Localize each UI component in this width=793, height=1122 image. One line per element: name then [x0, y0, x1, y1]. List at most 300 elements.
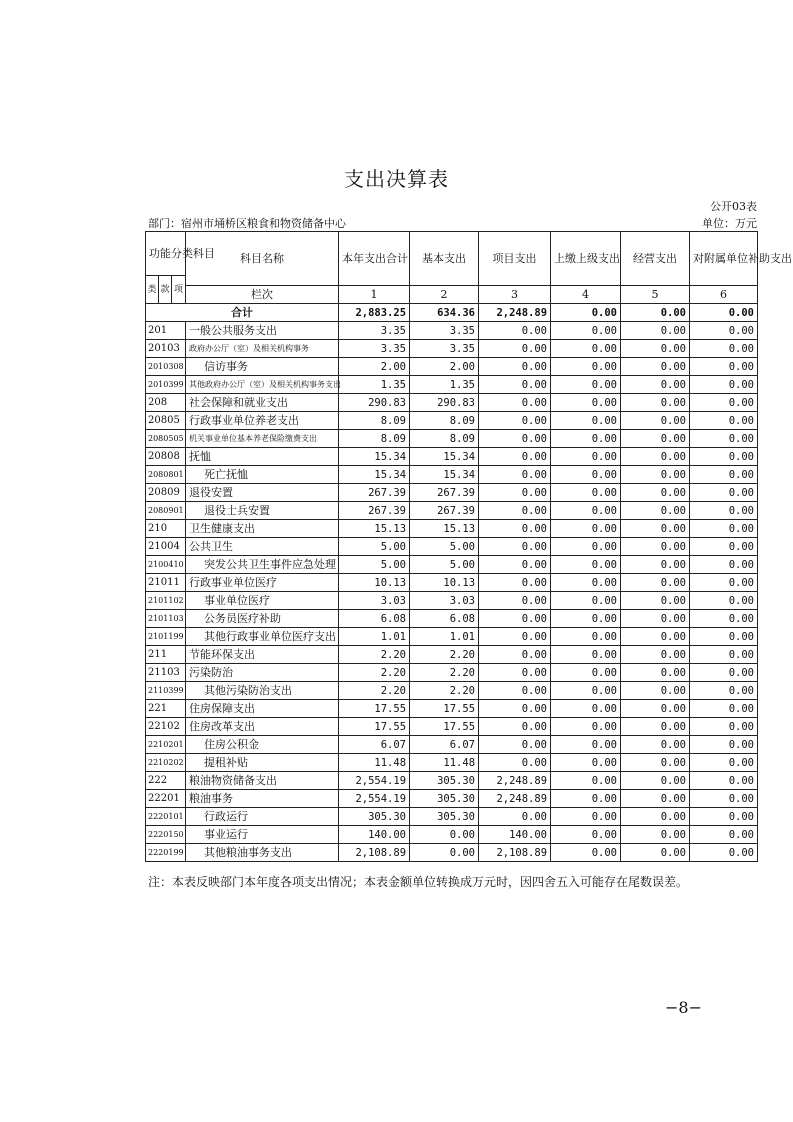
row-value-col3: 2,248.89	[479, 772, 551, 790]
row-code: 210	[146, 520, 186, 538]
row-code: 222	[146, 772, 186, 790]
row-value-col4: 0.00	[551, 790, 621, 808]
row-value-col3: 2,248.89	[479, 790, 551, 808]
row-value-col1: 8.09	[339, 412, 410, 430]
row-value-col5: 0.00	[621, 826, 690, 844]
header-kind: 款	[159, 276, 172, 304]
table-row	[146, 646, 758, 664]
row-value-col6: 0.00	[690, 646, 758, 664]
row-value-col5: 0.00	[621, 466, 690, 484]
row-value-col4: 0.00	[551, 574, 621, 592]
row-code: 2101199	[146, 628, 186, 646]
row-value-col2: 305.30	[410, 808, 479, 826]
row-code: 2100410	[146, 556, 186, 574]
unit-label: 单位：万元	[702, 217, 757, 230]
row-value-col4: 0.00	[551, 772, 621, 790]
row-subject-name: 死亡抚恤	[186, 466, 339, 484]
row-subject-name: 其他污染防治支出	[186, 682, 339, 700]
row-value-col3: 0.00	[479, 484, 551, 502]
row-value-col6: 0.00	[690, 736, 758, 754]
total-col2: 634.36	[410, 304, 479, 322]
table-row	[146, 772, 758, 790]
row-value-col3: 0.00	[479, 664, 551, 682]
row-value-col3: 0.00	[479, 736, 551, 754]
table-row	[146, 394, 758, 412]
total-col4: 0.00	[551, 304, 621, 322]
row-value-col1: 267.39	[339, 502, 410, 520]
row-code: 208	[146, 394, 186, 412]
row-value-col5: 0.00	[621, 592, 690, 610]
row-code: 2210201	[146, 736, 186, 754]
row-code: 21004	[146, 538, 186, 556]
row-value-col1: 2.00	[339, 358, 410, 376]
table-row	[146, 376, 758, 394]
row-subject-name: 政府办公厅（室）及相关机构事务	[186, 340, 339, 358]
row-value-col3: 2,108.89	[479, 844, 551, 862]
row-value-col5: 0.00	[621, 430, 690, 448]
row-value-col3: 140.00	[479, 826, 551, 844]
row-value-col4: 0.00	[551, 340, 621, 358]
row-value-col1: 2,554.19	[339, 772, 410, 790]
row-value-col3: 0.00	[479, 358, 551, 376]
row-value-col2: 3.03	[410, 592, 479, 610]
header-func-class: 功能分类科目	[146, 232, 186, 276]
row-value-col1: 2.20	[339, 682, 410, 700]
row-value-col2: 5.00	[410, 538, 479, 556]
row-value-col2: 3.35	[410, 322, 479, 340]
row-value-col6: 0.00	[690, 700, 758, 718]
row-value-col1: 140.00	[339, 826, 410, 844]
row-subject-name: 行政事业单位医疗	[186, 574, 339, 592]
row-value-col5: 0.00	[621, 790, 690, 808]
header-n5: 5	[621, 286, 690, 304]
row-value-col4: 0.00	[551, 700, 621, 718]
row-value-col1: 6.07	[339, 736, 410, 754]
header-row-no: 栏次	[186, 286, 339, 304]
row-value-col6: 0.00	[690, 628, 758, 646]
row-value-col5: 0.00	[621, 520, 690, 538]
row-value-col1: 11.48	[339, 754, 410, 772]
row-value-col1: 10.13	[339, 574, 410, 592]
row-value-col3: 0.00	[479, 322, 551, 340]
row-value-col1: 3.35	[339, 322, 410, 340]
row-value-col5: 0.00	[621, 610, 690, 628]
row-subject-name: 公务员医疗补助	[186, 610, 339, 628]
form-code: 公开03表	[710, 200, 757, 213]
table-row	[146, 700, 758, 718]
table-row	[146, 844, 758, 862]
row-value-col3: 0.00	[479, 700, 551, 718]
row-value-col2: 5.00	[410, 556, 479, 574]
row-code: 22102	[146, 718, 186, 736]
row-value-col2: 6.07	[410, 736, 479, 754]
row-value-col4: 0.00	[551, 538, 621, 556]
row-value-col4: 0.00	[551, 520, 621, 538]
row-value-col1: 6.08	[339, 610, 410, 628]
row-value-col3: 0.00	[479, 682, 551, 700]
row-value-col2: 1.35	[410, 376, 479, 394]
table-row	[146, 610, 758, 628]
row-value-col1: 2.20	[339, 646, 410, 664]
total-col3: 2,248.89	[479, 304, 551, 322]
row-code: 2220101	[146, 808, 186, 826]
row-value-col2: 8.09	[410, 430, 479, 448]
row-value-col4: 0.00	[551, 592, 621, 610]
row-code: 221	[146, 700, 186, 718]
row-value-col6: 0.00	[690, 466, 758, 484]
row-code: 22201	[146, 790, 186, 808]
row-code: 201	[146, 322, 186, 340]
table-row	[146, 538, 758, 556]
header-n3: 3	[479, 286, 551, 304]
row-value-col4: 0.00	[551, 322, 621, 340]
row-value-col4: 0.00	[551, 736, 621, 754]
row-value-col1: 3.35	[339, 340, 410, 358]
row-subject-name: 其他政府办公厅（室）及相关机构事务支出	[186, 376, 339, 394]
row-value-col4: 0.00	[551, 808, 621, 826]
row-value-col3: 0.00	[479, 754, 551, 772]
row-value-col5: 0.00	[621, 808, 690, 826]
row-value-col1: 2,554.19	[339, 790, 410, 808]
row-value-col1: 15.34	[339, 466, 410, 484]
row-code: 2080505	[146, 430, 186, 448]
row-value-col6: 0.00	[690, 682, 758, 700]
row-value-col2: 2.20	[410, 646, 479, 664]
row-code: 2101102	[146, 592, 186, 610]
row-value-col1: 5.00	[339, 556, 410, 574]
row-value-col4: 0.00	[551, 448, 621, 466]
table-row	[146, 574, 758, 592]
row-subject-name: 粮油物资储备支出	[186, 772, 339, 790]
row-value-col2: 1.01	[410, 628, 479, 646]
row-value-col2: 305.30	[410, 772, 479, 790]
row-value-col4: 0.00	[551, 376, 621, 394]
row-value-col2: 0.00	[410, 826, 479, 844]
department-label: 部门：宿州市埇桥区粮食和物资储备中心	[148, 217, 346, 230]
row-code: 2080801	[146, 466, 186, 484]
row-subject-name: 信访事务	[186, 358, 339, 376]
row-value-col6: 0.00	[690, 520, 758, 538]
row-value-col2: 3.35	[410, 340, 479, 358]
row-value-col3: 0.00	[479, 466, 551, 484]
row-code: 21103	[146, 664, 186, 682]
row-value-col4: 0.00	[551, 502, 621, 520]
row-value-col5: 0.00	[621, 358, 690, 376]
row-value-col2: 15.13	[410, 520, 479, 538]
row-code: 2101103	[146, 610, 186, 628]
table-row	[146, 448, 758, 466]
table-row	[146, 628, 758, 646]
page-title: 支出决算表	[344, 167, 449, 191]
row-value-col5: 0.00	[621, 412, 690, 430]
header-n1: 1	[339, 286, 410, 304]
row-subject-name: 污染防治	[186, 664, 339, 682]
header-col3: 项目支出	[479, 232, 551, 286]
row-code: 21011	[146, 574, 186, 592]
row-subject-name: 卫生健康支出	[186, 520, 339, 538]
row-value-col3: 0.00	[479, 574, 551, 592]
row-subject-name: 事业单位医疗	[186, 592, 339, 610]
header-col5: 经营支出	[621, 232, 690, 286]
row-value-col1: 1.01	[339, 628, 410, 646]
row-value-col4: 0.00	[551, 844, 621, 862]
row-subject-name: 退役士兵安置	[186, 502, 339, 520]
row-value-col4: 0.00	[551, 610, 621, 628]
table-row	[146, 466, 758, 484]
header-col2: 基本支出	[410, 232, 479, 286]
table-row	[146, 358, 758, 376]
row-value-col3: 0.00	[479, 538, 551, 556]
row-subject-name: 机关事业单位基本养老保险缴费支出	[186, 430, 339, 448]
row-value-col5: 0.00	[621, 574, 690, 592]
row-value-col2: 17.55	[410, 718, 479, 736]
row-value-col3: 0.00	[479, 412, 551, 430]
row-value-col6: 0.00	[690, 538, 758, 556]
row-value-col6: 0.00	[690, 556, 758, 574]
row-value-col4: 0.00	[551, 466, 621, 484]
row-value-col6: 0.00	[690, 844, 758, 862]
row-value-col3: 0.00	[479, 592, 551, 610]
row-code: 20805	[146, 412, 186, 430]
row-value-col2: 0.00	[410, 844, 479, 862]
row-code: 2110399	[146, 682, 186, 700]
row-value-col1: 2,108.89	[339, 844, 410, 862]
row-value-col4: 0.00	[551, 682, 621, 700]
row-subject-name: 提租补贴	[186, 754, 339, 772]
row-code: 20808	[146, 448, 186, 466]
row-value-col3: 0.00	[479, 340, 551, 358]
row-value-col1: 15.34	[339, 448, 410, 466]
row-value-col6: 0.00	[690, 592, 758, 610]
total-row	[146, 304, 758, 322]
row-value-col6: 0.00	[690, 772, 758, 790]
table-row	[146, 664, 758, 682]
table-row	[146, 682, 758, 700]
row-value-col1: 17.55	[339, 718, 410, 736]
header-n6: 6	[690, 286, 758, 304]
row-value-col6: 0.00	[690, 826, 758, 844]
header-col1: 本年支出合计	[339, 232, 410, 286]
row-subject-name: 退役安置	[186, 484, 339, 502]
row-code: 2220199	[146, 844, 186, 862]
row-value-col4: 0.00	[551, 628, 621, 646]
row-value-col6: 0.00	[690, 340, 758, 358]
row-code: 2010399	[146, 376, 186, 394]
row-value-col5: 0.00	[621, 340, 690, 358]
row-value-col6: 0.00	[690, 502, 758, 520]
header-item: 项	[172, 276, 186, 304]
table-row	[146, 520, 758, 538]
row-value-col4: 0.00	[551, 484, 621, 502]
row-value-col5: 0.00	[621, 538, 690, 556]
row-subject-name: 公共卫生	[186, 538, 339, 556]
row-value-col1: 8.09	[339, 430, 410, 448]
row-value-col2: 6.08	[410, 610, 479, 628]
row-value-col5: 0.00	[621, 664, 690, 682]
row-value-col1: 305.30	[339, 808, 410, 826]
row-value-col5: 0.00	[621, 502, 690, 520]
page-number: −8−	[665, 998, 702, 1017]
header-col6: 对附属单位补助支出	[690, 232, 758, 286]
row-value-col2: 17.55	[410, 700, 479, 718]
row-value-col3: 0.00	[479, 646, 551, 664]
row-value-col5: 0.00	[621, 394, 690, 412]
row-value-col1: 3.03	[339, 592, 410, 610]
row-value-col3: 0.00	[479, 520, 551, 538]
row-value-col4: 0.00	[551, 718, 621, 736]
expenditure-table	[145, 231, 793, 862]
row-value-col6: 0.00	[690, 412, 758, 430]
row-code: 211	[146, 646, 186, 664]
header-subject-name: 科目名称	[186, 232, 339, 286]
row-subject-name: 抚恤	[186, 448, 339, 466]
row-value-col3: 0.00	[479, 808, 551, 826]
row-value-col5: 0.00	[621, 646, 690, 664]
table-row	[146, 826, 758, 844]
row-value-col5: 0.00	[621, 448, 690, 466]
row-value-col4: 0.00	[551, 646, 621, 664]
footnote: 注：本表反映部门本年度各项支出情况；本表金额单位转换成万元时，因四舍五入可能存在尾数误差。	[148, 875, 689, 889]
row-subject-name: 住房公积金	[186, 736, 339, 754]
row-value-col3: 0.00	[479, 394, 551, 412]
row-value-col3: 0.00	[479, 628, 551, 646]
row-value-col2: 290.83	[410, 394, 479, 412]
table-row	[146, 430, 758, 448]
row-value-col4: 0.00	[551, 358, 621, 376]
table-row	[146, 322, 758, 340]
row-subject-name: 一般公共服务支出	[186, 322, 339, 340]
row-value-col1: 17.55	[339, 700, 410, 718]
row-value-col3: 0.00	[479, 376, 551, 394]
total-col6: 0.00	[690, 304, 758, 322]
row-value-col2: 2.00	[410, 358, 479, 376]
row-value-col2: 10.13	[410, 574, 479, 592]
row-code: 2010308	[146, 358, 186, 376]
row-subject-name: 行政运行	[186, 808, 339, 826]
row-subject-name: 住房保障支出	[186, 700, 339, 718]
row-value-col5: 0.00	[621, 718, 690, 736]
row-value-col4: 0.00	[551, 664, 621, 682]
row-value-col6: 0.00	[690, 430, 758, 448]
row-value-col6: 0.00	[690, 358, 758, 376]
table-row	[146, 754, 758, 772]
row-code: 2210202	[146, 754, 186, 772]
row-subject-name: 事业运行	[186, 826, 339, 844]
row-subject-name: 社会保障和就业支出	[186, 394, 339, 412]
row-value-col1: 15.13	[339, 520, 410, 538]
row-value-col4: 0.00	[551, 430, 621, 448]
total-col1: 2,883.25	[339, 304, 410, 322]
row-value-col2: 2.20	[410, 682, 479, 700]
table-row	[146, 556, 758, 574]
total-col5: 0.00	[621, 304, 690, 322]
row-subject-name: 节能环保支出	[186, 646, 339, 664]
table-row	[146, 592, 758, 610]
row-value-col6: 0.00	[690, 664, 758, 682]
header-n4: 4	[551, 286, 621, 304]
row-value-col2: 267.39	[410, 502, 479, 520]
row-value-col5: 0.00	[621, 628, 690, 646]
row-value-col5: 0.00	[621, 844, 690, 862]
row-value-col5: 0.00	[621, 754, 690, 772]
table-row	[146, 412, 758, 430]
row-value-col4: 0.00	[551, 754, 621, 772]
row-value-col2: 2.20	[410, 664, 479, 682]
header-n2: 2	[410, 286, 479, 304]
row-value-col6: 0.00	[690, 394, 758, 412]
row-value-col6: 0.00	[690, 808, 758, 826]
row-value-col6: 0.00	[690, 718, 758, 736]
row-value-col4: 0.00	[551, 556, 621, 574]
row-value-col1: 290.83	[339, 394, 410, 412]
table-row	[146, 790, 758, 808]
header-type: 类	[146, 276, 159, 304]
row-code: 2220150	[146, 826, 186, 844]
row-value-col2: 11.48	[410, 754, 479, 772]
row-value-col4: 0.00	[551, 394, 621, 412]
row-value-col1: 1.35	[339, 376, 410, 394]
table-row	[146, 484, 758, 502]
row-value-col5: 0.00	[621, 736, 690, 754]
row-subject-name: 粮油事务	[186, 790, 339, 808]
row-value-col6: 0.00	[690, 448, 758, 466]
row-value-col6: 0.00	[690, 790, 758, 808]
row-value-col3: 0.00	[479, 448, 551, 466]
table-row	[146, 340, 758, 358]
row-code: 20103	[146, 340, 186, 358]
table-row	[146, 718, 758, 736]
row-subject-name: 突发公共卫生事件应急处理	[186, 556, 339, 574]
row-value-col3: 0.00	[479, 502, 551, 520]
row-value-col2: 15.34	[410, 466, 479, 484]
row-subject-name: 行政事业单位养老支出	[186, 412, 339, 430]
row-subject-name: 其他粮油事务支出	[186, 844, 339, 862]
row-value-col3: 0.00	[479, 718, 551, 736]
table-row	[146, 736, 758, 754]
row-value-col5: 0.00	[621, 376, 690, 394]
row-value-col1: 267.39	[339, 484, 410, 502]
row-value-col5: 0.00	[621, 700, 690, 718]
row-value-col4: 0.00	[551, 412, 621, 430]
row-value-col3: 0.00	[479, 556, 551, 574]
row-value-col2: 305.30	[410, 790, 479, 808]
table-row	[146, 808, 758, 826]
table-row	[146, 502, 758, 520]
header-col4: 上缴上级支出	[551, 232, 621, 286]
row-value-col6: 0.00	[690, 754, 758, 772]
row-code: 20809	[146, 484, 186, 502]
row-value-col1: 2.20	[339, 664, 410, 682]
row-value-col2: 267.39	[410, 484, 479, 502]
row-value-col3: 0.00	[479, 430, 551, 448]
row-value-col3: 0.00	[479, 610, 551, 628]
row-value-col6: 0.00	[690, 484, 758, 502]
row-value-col5: 0.00	[621, 322, 690, 340]
row-value-col4: 0.00	[551, 826, 621, 844]
row-value-col6: 0.00	[690, 376, 758, 394]
row-value-col5: 0.00	[621, 772, 690, 790]
row-value-col5: 0.00	[621, 682, 690, 700]
row-subject-name: 其他行政事业单位医疗支出	[186, 628, 339, 646]
row-value-col6: 0.00	[690, 322, 758, 340]
row-value-col5: 0.00	[621, 556, 690, 574]
row-value-col5: 0.00	[621, 484, 690, 502]
row-code: 2080901	[146, 502, 186, 520]
row-value-col2: 8.09	[410, 412, 479, 430]
total-label: 合计	[146, 304, 339, 322]
row-value-col2: 15.34	[410, 448, 479, 466]
row-value-col6: 0.00	[690, 610, 758, 628]
